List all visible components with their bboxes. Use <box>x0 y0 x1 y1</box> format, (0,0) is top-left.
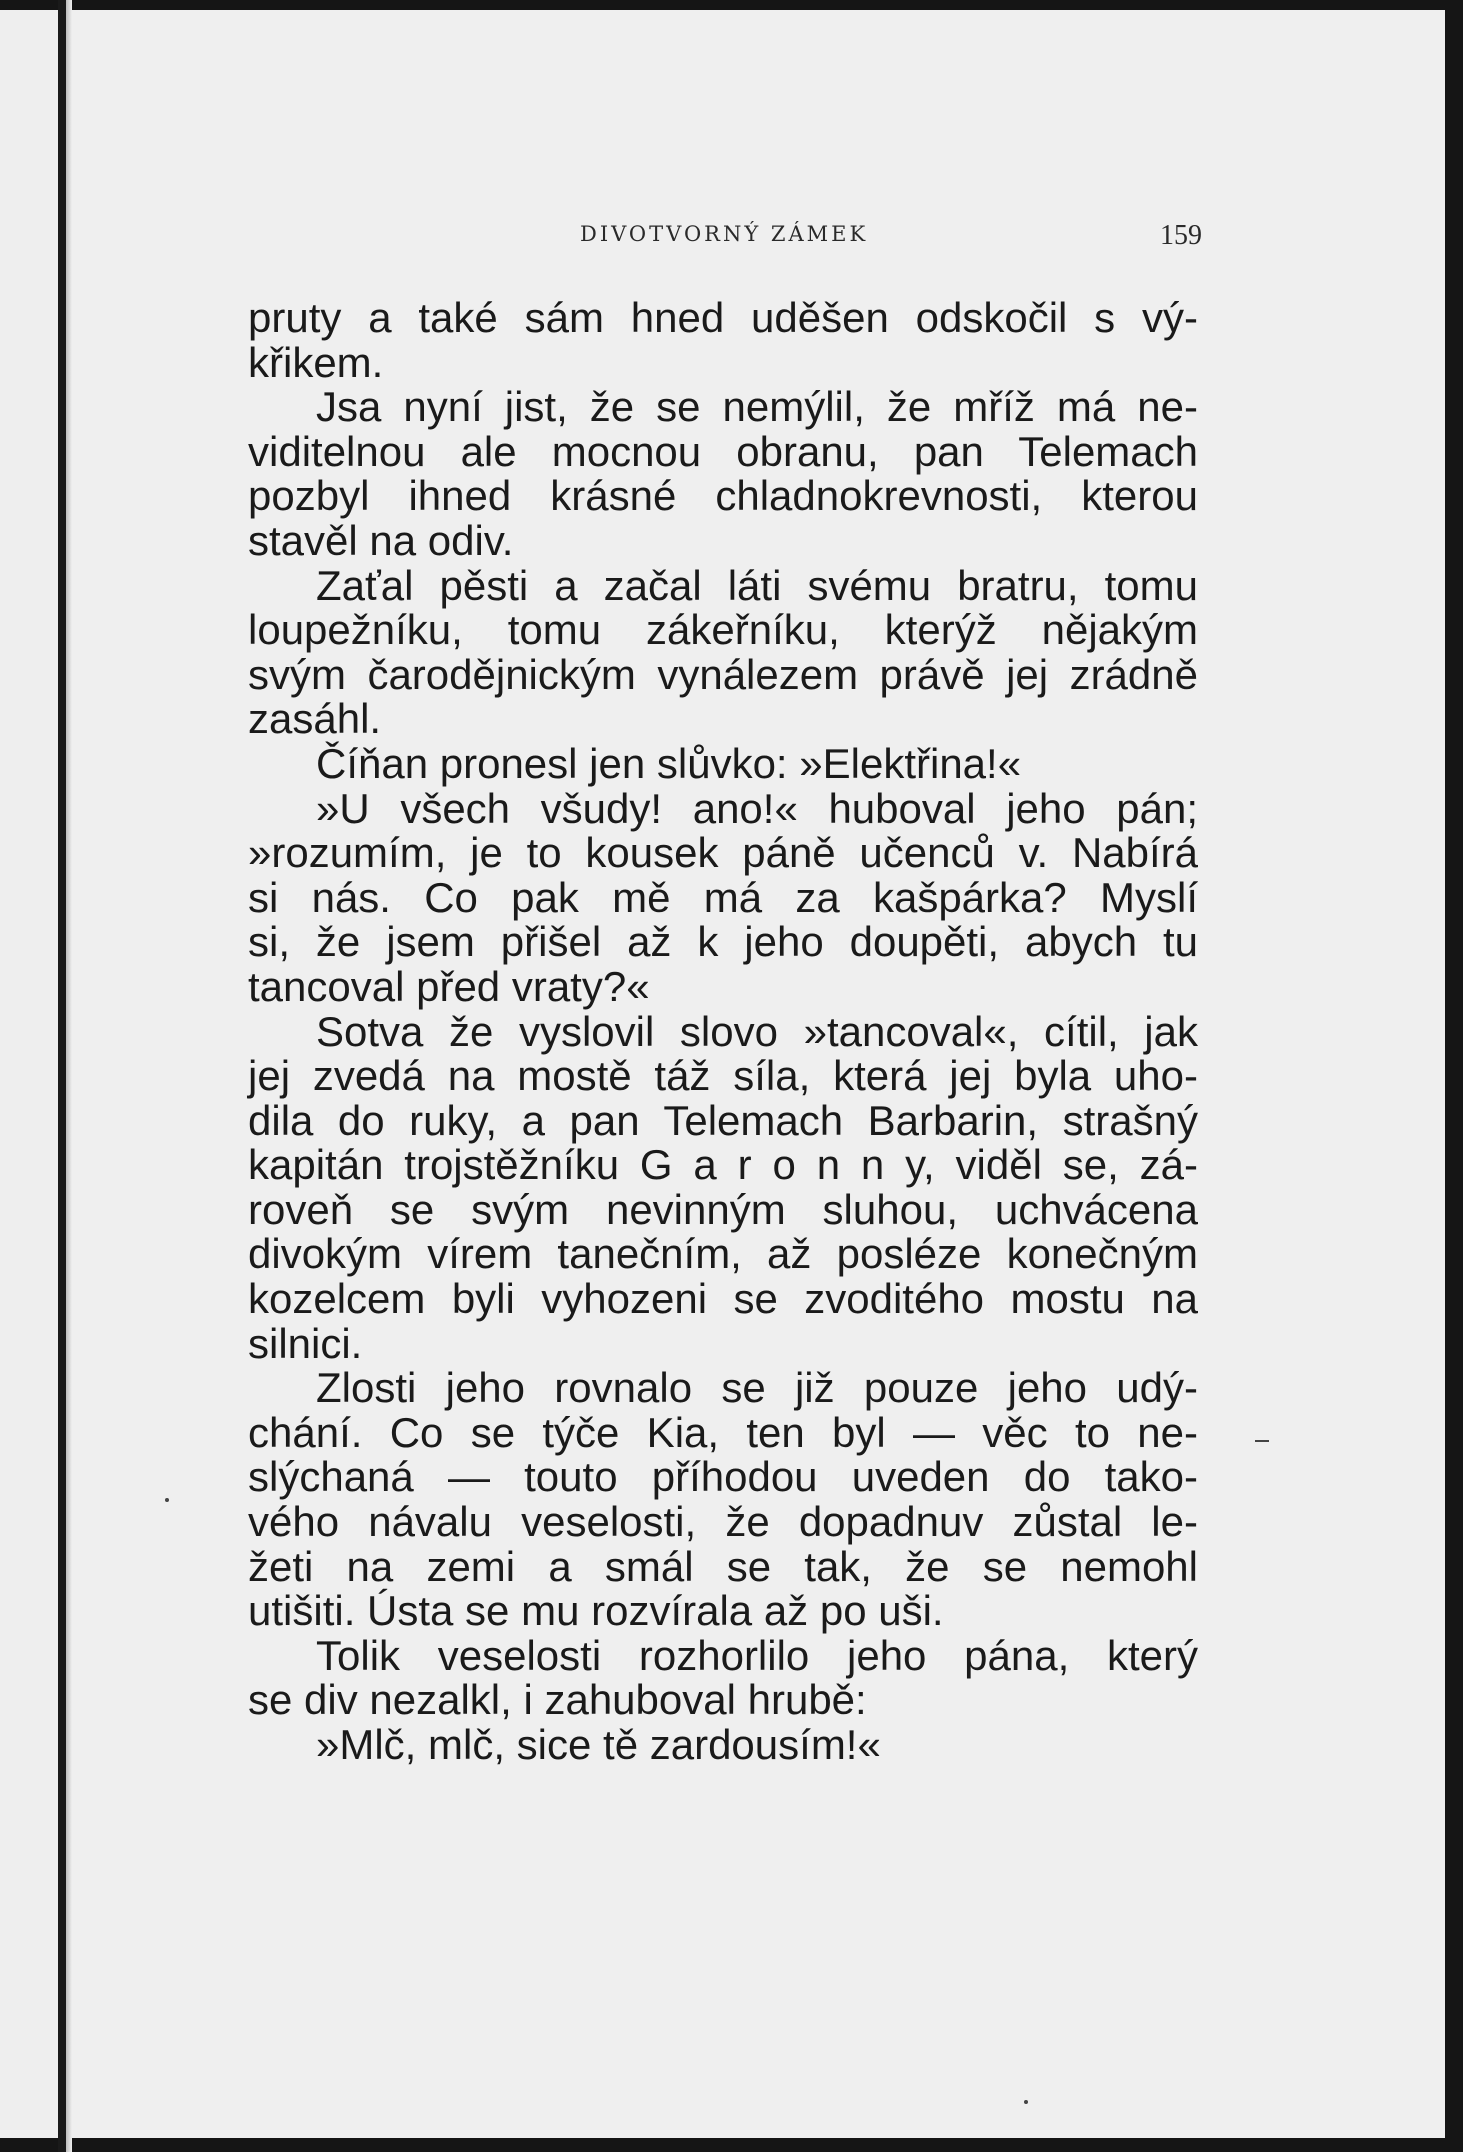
text-line: utišiti. Ústa se mu rozvírala až po uši. <box>248 1587 944 1635</box>
text-line: Sotva že vyslovil slovo »tancoval«, cítil, jak <box>316 1007 1198 1055</box>
text-line: silnici. <box>248 1319 363 1367</box>
text-line: si nás. Co pak mě má za kašpárka? Myslí <box>248 873 1198 921</box>
text-line: loupežníku, tomu zákeřníku, kterýž nějakým <box>248 606 1198 654</box>
text-line: Tolik veselosti rozhorlilo jeho pána, který <box>316 1631 1198 1679</box>
text-line: jej zvedá na mostě táž síla, která jej byla uho- <box>248 1052 1198 1100</box>
text-line: křikem. <box>248 338 384 386</box>
text-line: chání. Co se týče Kia, ten byl — věc to ne- <box>248 1408 1198 1456</box>
scan-speck <box>165 1498 169 1502</box>
text-line: tancoval před vraty?« <box>248 962 650 1010</box>
running-head: DIVOTVORNÝ ZÁMEK <box>580 222 869 246</box>
text-line: svým čarodějnickým vynálezem právě jej zrádně <box>248 650 1198 698</box>
scan-border-bottom <box>0 2138 1463 2152</box>
text-line: stavěl na odiv. <box>248 516 514 564</box>
spine-shadow <box>66 0 72 2152</box>
text-line: »U všech všudy! ano!« huboval jeho pán; <box>316 784 1198 832</box>
text-line: viditelnou ale mocnou obranu, pan Telemach <box>248 427 1198 475</box>
text-line: roveň se svým nevinným sluhou, uchvácena <box>248 1185 1198 1233</box>
text-line: žeti na zemi a smál se tak, že se nemohl <box>248 1542 1198 1590</box>
text-line: Číňan pronesl jen slůvko: »Elektřina!« <box>316 739 1022 787</box>
text-line: zasáhl. <box>248 695 382 743</box>
scan-border-right <box>1445 0 1463 2152</box>
scan-border-top <box>0 0 1463 10</box>
text-line: vého návalu veselosti, že dopadnuv zůstal le- <box>248 1498 1198 1546</box>
text-line: Zaťal pěsti a začal láti svému bratru, tomu <box>316 561 1198 609</box>
page-number: 159 <box>1160 220 1202 251</box>
text-line: Jsa nyní jist, že se nemýlil, že mříž má ne- <box>316 383 1198 431</box>
text-line: pozbyl ihned krásné chladnokrevnosti, kterou <box>248 472 1198 520</box>
text-line: »Mlč, mlč, sice tě zardousím!« <box>316 1721 881 1768</box>
text-line: kozelcem byli vyhozeni se zvoditého mostu na <box>248 1275 1198 1323</box>
text-line: slýchaná — touto příhodou uveden do tako- <box>248 1453 1198 1501</box>
text-line: Zlosti jeho rovnalo se již pouze jeho udý- <box>316 1364 1198 1412</box>
text-line: se div nezalkl, i zahuboval hrubě: <box>248 1676 867 1724</box>
scan-speck <box>1024 2100 1028 2104</box>
text-line: dila do ruky, a pan Telemach Barbarin, strašný <box>248 1096 1198 1144</box>
text-line: »rozumím, je to kousek páně učenců v. Nabírá <box>248 829 1198 877</box>
text-line: divokým vírem tanečním, až posléze konečným <box>248 1230 1198 1278</box>
text-line: kapitán trojstěžníku G a r o n n y, viděl se, zá- <box>248 1141 1198 1189</box>
book-spine-edge <box>58 0 66 2152</box>
text-line: si, že jsem přišel až k jeho doupěti, abych tu <box>248 918 1198 966</box>
text-line: pruty a také sám hned uděšen odskočil s vý- <box>248 294 1198 341</box>
scan-speck <box>1255 1440 1269 1442</box>
body-text <box>248 296 1198 1768</box>
